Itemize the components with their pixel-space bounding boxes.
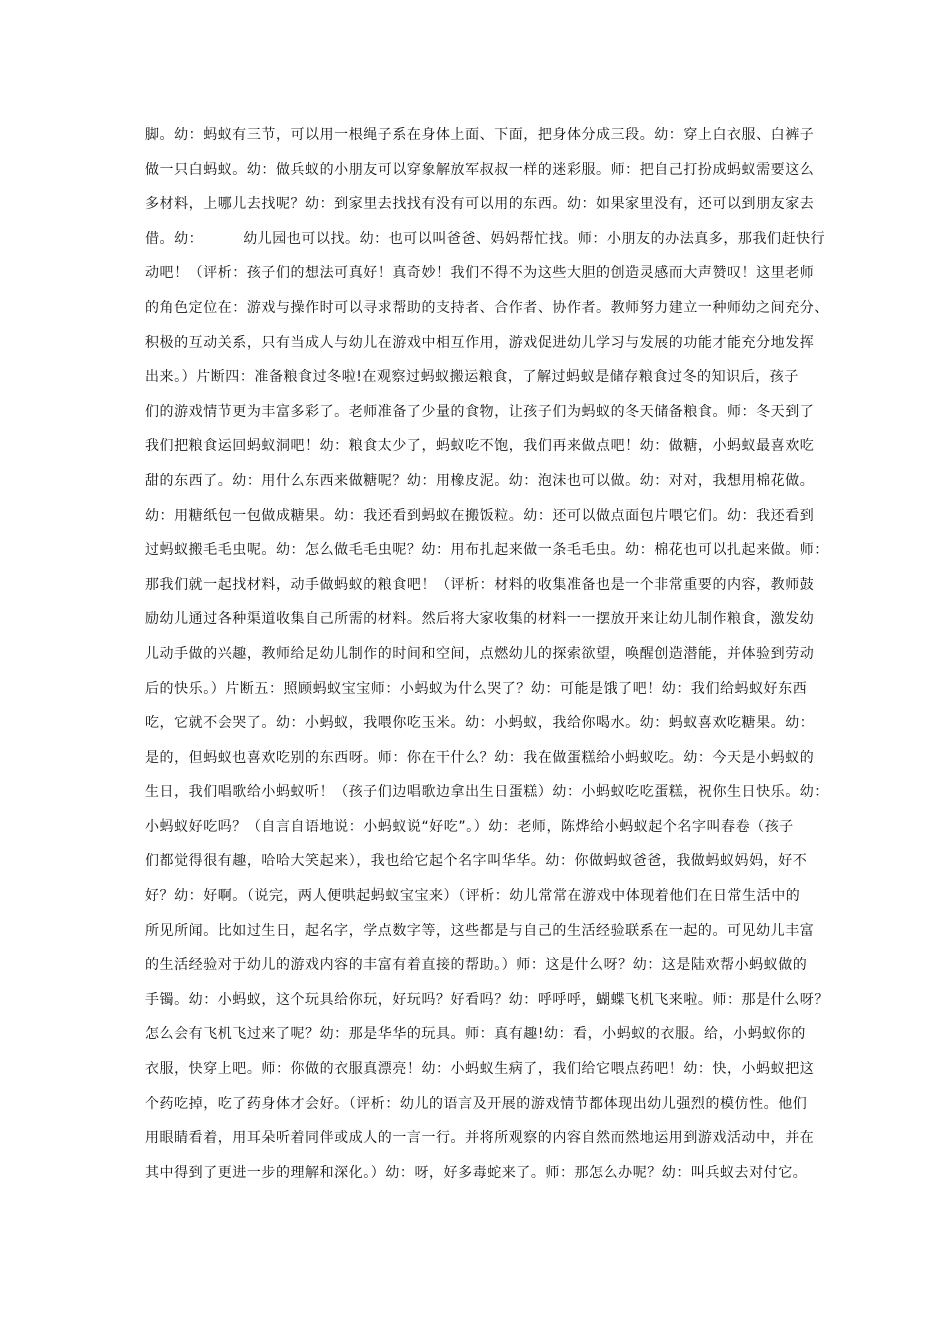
text-line: 做一只白蚂蚁。幼：做兵蚁的小朋友可以穿象解放军叔叔一样的迷彩服。师：把自己打扮成蚂蚁需要这么 — [145, 161, 815, 178]
text-line: 幼：用糖纸包一包做成糖果。幼：我还看到蚂蚁在搬饭粒。幼：还可以做点面包片喂它们。幼：我还看到 — [145, 507, 815, 524]
text-line: 个药吃掉，吃了药身体才会好。（评析：幼儿的语言及开展的游戏情节都体现出幼儿强烈的模仿性。他们 — [145, 1095, 808, 1112]
text-line: 手镯。幼：小蚂蚁，这个玩具给你玩，好玩吗？好看吗？幼：呼呼呼，蝴蝶飞机飞来啦。师：那是什么呀？ — [145, 991, 829, 1008]
text-line: 小蚂蚁好吃吗？（自言自语地说：小蚂蚁说“好吃”。）幼：老师，陈烨给小蚂蚁起个名字叫春卷（孩子 — [145, 818, 794, 835]
text-line: 动吧！（评析：孩子们的想法可真好！真奇妙！我们不得不为这些大胆的创造灵感而大声赞叹！这里老师 — [145, 265, 815, 282]
text-line: 借。幼： 幼儿园也可以找。幼：也可以叫爸爸、妈妈帮忙找。师：小朋友的办法真多，那我们赶快行 — [145, 230, 826, 247]
text-line: 吃，它就不会哭了。幼：小蚂蚁，我喂你吃玉米。幼：小蚂蚁，我给你喝水。幼：蚂蚁喜欢吃糖果。幼： — [145, 715, 815, 732]
text-line: 后的快乐。）片断五：照顾蚂蚁宝宝师：小蚂蚁为什么哭了？幼：可能是饿了吧！幼：我们给蚂蚁好东西 — [145, 680, 808, 697]
text-line: 我们把粮食运回蚂蚁洞吧！幼：粮食太少了，蚂蚁吃不饱，我们再来做点吧！幼：做糖，小蚂蚁最喜欢吃 — [145, 438, 815, 455]
text-line: 的角色定位在：游戏与操作时可以寻求帮助的支持者、合作者、协作者。教师努力建立一种师幼之间充分、 — [145, 299, 829, 316]
text-line: 所见所闻。比如过生日，起名字，学点数字等，这些都是与自己的生活经验联系在一起的。可见幼儿丰富 — [145, 922, 815, 939]
text-line: 其中得到了更进一步的理解和深化。）幼：呀，好多毒蛇来了。师：那怎么办呢？幼：叫兵蚁去对付它。 — [145, 1164, 808, 1181]
text-line: 励幼儿通过各种渠道收集自己所需的材料。然后将大家收集的材料一一摆放开来让幼儿制作粮食，激发幼 — [145, 611, 815, 628]
text-line: 衣服，快穿上吧。师：你做的衣服真漂亮！幼：小蚂蚁生病了，我们给它喂点药吧！幼：快，小蚂蚁把这 — [145, 1061, 815, 1078]
text-line: 们的游戏情节更为丰富多彩了。老师准备了少量的食物，让孩子们为蚂蚁的冬天储备粮食。师：冬天到了 — [145, 403, 815, 420]
text-line: 的生活经验对于幼儿的游戏内容的丰富有着直接的帮助。）师：这是什么呀？幼：这是陆欢帮小蚂蚁做的 — [145, 957, 808, 974]
text-line: 生日，我们唱歌给小蚂蚁听！（孩子们边唱歌边拿出生日蛋糕）幼：小蚂蚁吃吃蛋糕，祝你生日快乐。幼： — [145, 784, 829, 801]
text-line: 是的，但蚂蚁也喜欢吃别的东西呀。师：你在干什么？幼：我在做蛋糕给小蚂蚁吃。幼：今天是小蚂蚁的 — [145, 749, 815, 766]
text-line: 那我们就一起找材料，动手做蚂蚁的粮食吧！（评析：材料的收集准备也是一个非常重要的内容，教师鼓 — [145, 576, 815, 593]
text-line: 儿动手做的兴趣，教师给足幼儿制作的时间和空间，点燃幼儿的探索欲望，唤醒创造潜能，并体验到劳动 — [145, 645, 815, 662]
text-line: 怎么会有飞机飞过来了呢？幼：那是华华的玩具。师：真有趣!幼：看，小蚂蚁的衣服。给，小蚂蚁你的 — [145, 1026, 806, 1043]
text-line: 好？幼：好啊。（说完，两人便哄起蚂蚁宝宝来）（评析：幼儿常常在游戏中体现着他们在日常生活中的 — [145, 888, 801, 905]
text-line: 积极的互动关系，只有当成人与幼儿在游戏中相互作用，游戏促进幼儿学习与发展的功能才能充分地发挥 — [145, 334, 815, 351]
text-line: 甜的东西了。幼：用什么东西来做糖呢？幼：用橡皮泥。幼：泡沫也可以做。幼：对对，我想用棉花做。 — [145, 472, 815, 489]
text-line: 多材料，上哪儿去找呢？幼：到家里去找找有没有可以用的东西。幼：如果家里没有，还可以到朋友家去 — [145, 196, 815, 213]
body-text — [145, 118, 829, 1190]
text-line: 出来。）片断四：准备粮食过冬啦!在观察过蚂蚁搬运粮食，了解过蚂蚁是储存粮食过冬的知识后，孩子 — [145, 369, 799, 386]
text-line: 过蚂蚁搬毛毛虫呢。幼：怎么做毛毛虫呢？幼：用布扎起来做一条毛毛虫。幼：棉花也可以扎起来做。师： — [145, 542, 829, 559]
text-line: 用眼睛看着，用耳朵听着同伴或成人的一言一行。并将所观察的内容自然而然地运用到游戏活动中，并在 — [145, 1130, 815, 1147]
text-line: 脚。幼：蚂蚁有三节，可以用一根绳子系在身体上面、下面，把身体分成三段。幼：穿上白衣服、白裤子 — [145, 127, 815, 143]
text-line: 们都觉得很有趣，哈哈大笑起来），我也给它起个名字叫华华。幼：你做蚂蚁爸爸，我做蚂蚁妈妈，好不 — [145, 853, 808, 870]
